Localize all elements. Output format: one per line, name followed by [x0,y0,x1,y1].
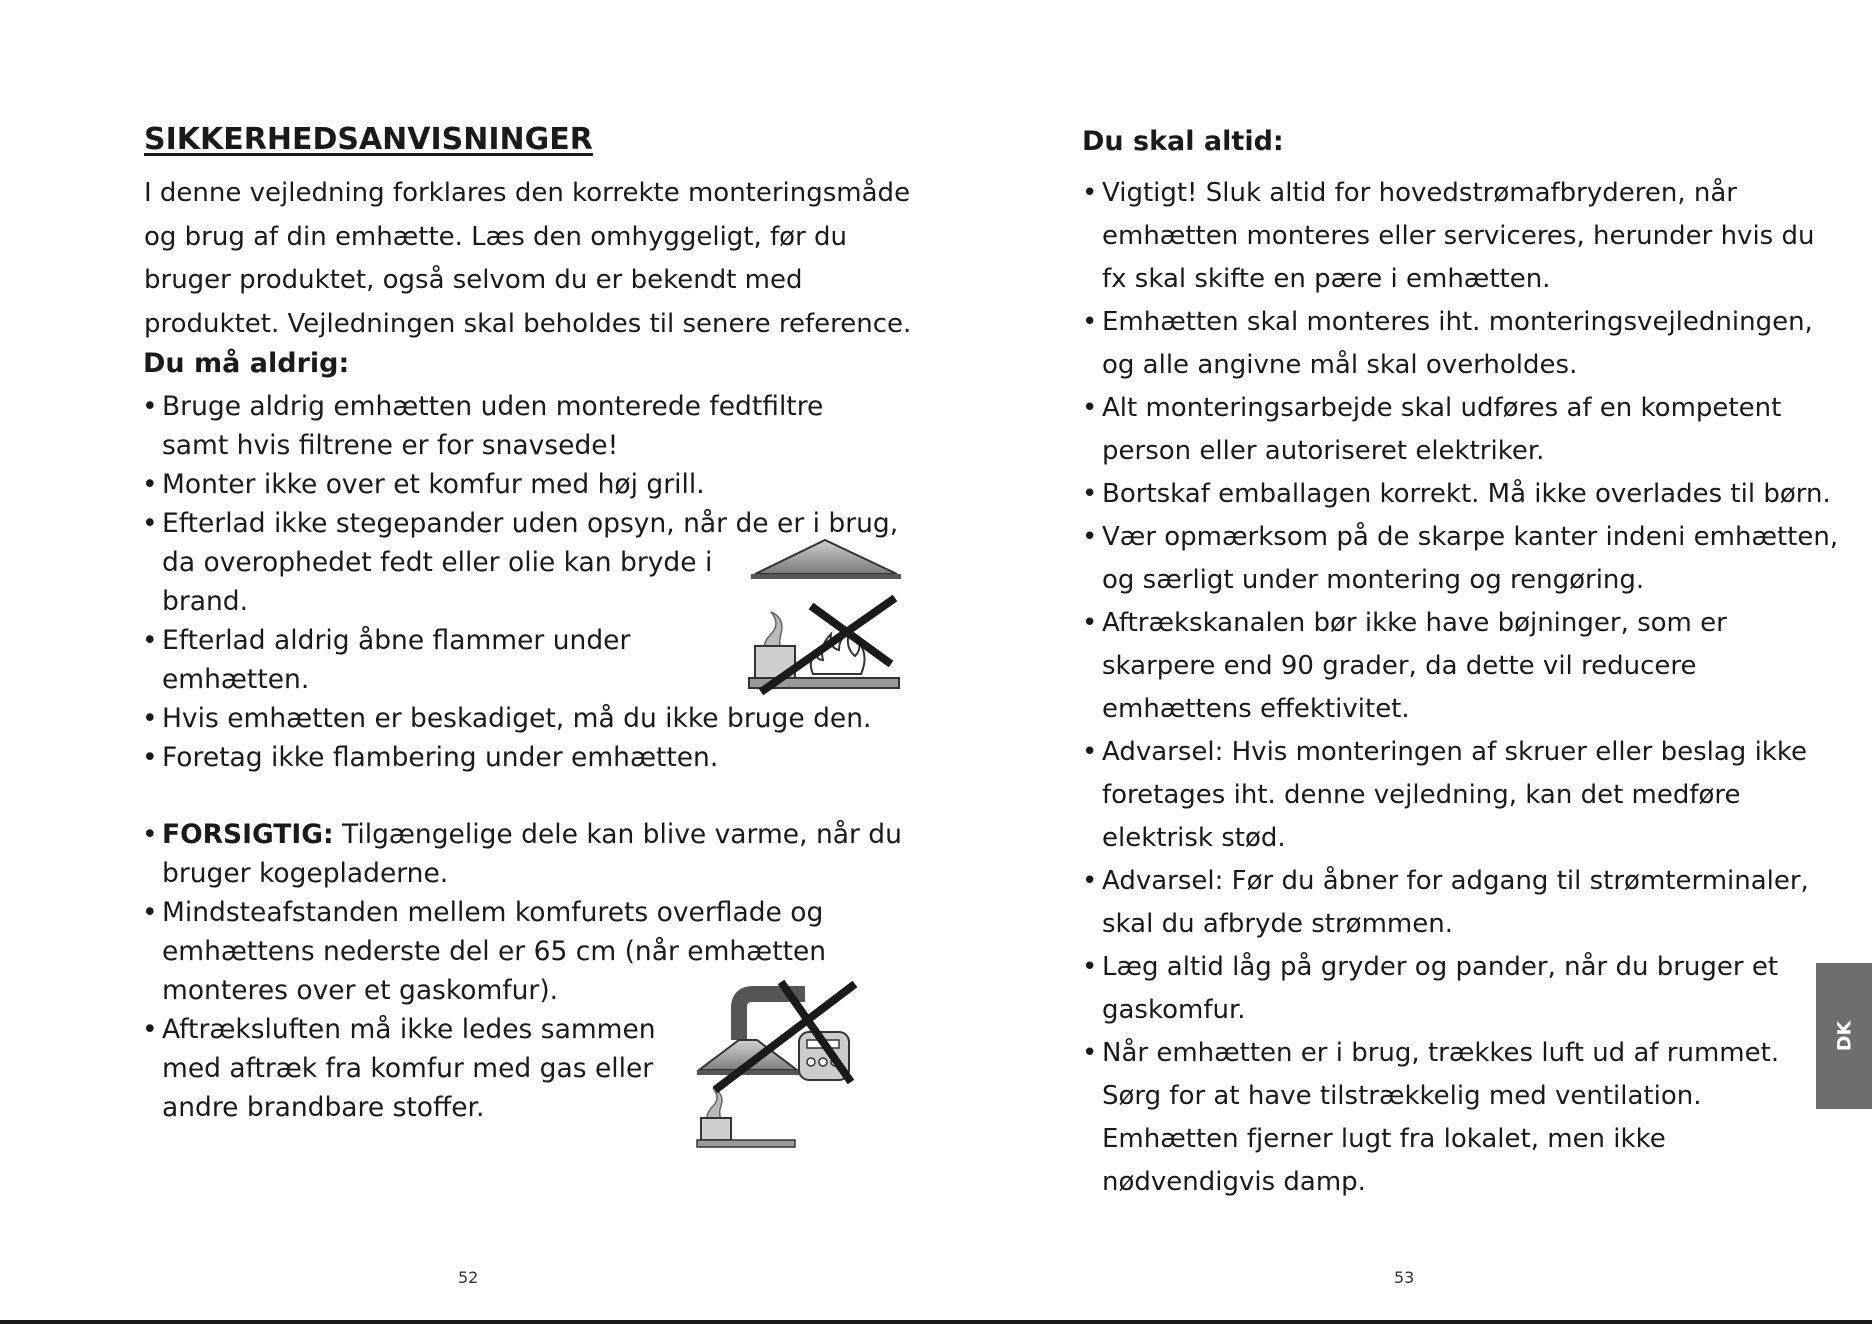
list-item-line: skal du afbryde strømmen. [1102,909,1453,939]
list-item-line: • Bortskaf emballagen korrekt. Må ikke overlades til børn. [1102,479,1831,509]
list-item-line: • Alt monteringsarbejde skal udføres af en kompetent [1102,393,1782,423]
list-item [142,699,898,738]
list-item-line: Emhætten fjerner lugt fra lokalet, men ikke [1102,1124,1666,1154]
always-heading: Du skal altid: [1082,126,1284,157]
list-item-line: Sørg for at have tilstrækkelig med ventilation. [1102,1081,1702,1111]
list-item [1082,731,1852,860]
left-page [0,0,936,1310]
no-open-flame-under-hood-icon [745,536,905,696]
list-item [142,738,898,777]
list-item-line: skarpere end 90 grader, da dette vil reducere [1102,651,1697,681]
list-item-line: • Vær opmærksom på de skarpe kanter indeni emhætten, [1102,522,1839,552]
list-item-line: • Når emhætten er i brug, trækkes luft ud af rummet. [1102,1038,1780,1068]
intro-line: I denne vejledning forklares den korrekte monteringsmåde [144,178,911,208]
list-item [1082,387,1852,473]
list-item-line: person eller autoriseret elektriker. [1102,436,1545,466]
list-item-line: • Hvis emhætten er beskadiget, må du ikke bruge den. [162,703,872,734]
right-page [936,0,1872,1310]
list-item [142,815,902,893]
list-item-line: nødvendigvis damp. [1102,1167,1366,1197]
language-tab-label: DK [1833,1020,1855,1052]
list-item [1082,946,1852,1032]
list-item-line: emhættens nederste del er 65 cm (når emhætten [162,936,827,967]
list-item-line: fx skal skifte en pære i emhætten. [1102,264,1551,294]
list-item [1082,860,1852,946]
list-item-line: • Monter ikke over et komfur med høj grill. [162,469,705,500]
list-item-line: • Emhætten skal monteres iht. monteringsvejledningen, [1102,307,1813,337]
list-item [142,387,898,465]
no-shared-gas-exhaust-icon [695,978,870,1150]
caution-label: FORSIGTIG: [162,819,334,850]
list-item-line: • Efterlad aldrig åbne flammer under [162,625,631,656]
intro-line: bruger produktet, også selvom du er bekendt med [144,265,803,295]
language-tab [1816,963,1872,1109]
list-item [1082,301,1852,387]
list-item [1082,516,1852,602]
list-item [1082,602,1852,731]
list-item-line: • Advarsel: Hvis monteringen af skruer eller beslag ikke [1102,737,1807,767]
page-title: SIKKERHEDSANVISNINGER [144,122,593,157]
list-item-line: • Mindsteafstanden mellem komfurets overflade og [162,897,824,928]
caution-text: Tilgængelige dele kan blive varme, når du [333,819,902,850]
list-item-line: og særligt under montering og rengøring. [1102,565,1645,595]
list-item [1082,172,1852,301]
list-item-line: samt hvis filtrene er for snavsede! [162,430,619,461]
list-item-line: og alle angivne mål skal overholdes. [1102,350,1578,380]
intro-line: og brug af din emhætte. Læs den omhyggeligt, før du [144,221,848,252]
list-item-line: bruger kogepladerne. [162,858,449,889]
list-item-line: monteres over et gaskomfur). [162,975,559,1006]
list-item-line: • Foretag ikke flambering under emhætten. [162,742,719,773]
intro-line: produktet. Vejledningen skal beholdes til senere reference. [144,308,912,339]
list-item-line: emhætten. [162,664,310,695]
list-item [1082,1032,1852,1204]
list-item-line: emhætten monteres eller serviceres, herunder hvis du [1102,221,1815,251]
bottom-divider [0,1320,1872,1324]
never-heading: Du må aldrig: [143,348,350,379]
list-item-line: andre brandbare stoffer. [162,1092,485,1123]
list-item-line [162,815,902,854]
list-item-line: • Aftræksluften må ikke ledes sammen [162,1014,656,1045]
list-item-line: gaskomfur. [1102,995,1246,1025]
list-item-line: • Advarsel: Før du åbner for adgang til strømterminaler, [1102,866,1809,896]
intro-paragraph [144,172,914,346]
list-item-line: da overophedet fedt eller olie kan bryde i [162,547,713,578]
list-item-line: brand. [162,586,248,617]
list-item-line: med aftræk fra komfur med gas eller [162,1053,654,1084]
list-item-line: emhættens effektivitet. [1102,694,1410,724]
list-item-line: • Vigtigt! Sluk altid for hovedstrømafbryderen, når [1102,178,1737,208]
list-item [142,465,898,504]
list-item-line: elektrisk stød. [1102,823,1286,853]
always-list [1082,172,1852,1204]
list-item-line: • Aftrækskanalen bør ikke have bøjninger, som er [1102,608,1727,638]
list-item-line: • Bruge aldrig emhætten uden monterede fedtfiltre [162,391,824,422]
list-item [1082,473,1852,516]
list-item-line: • Læg altid låg på gryder og pander, når du bruger et [1102,952,1779,982]
page-number: 53 [1394,1268,1415,1287]
page-number: 52 [458,1268,479,1287]
list-item-line: • Efterlad ikke stegepander uden opsyn, når de er i brug, [162,508,899,539]
list-item-line: foretages iht. denne vejledning, kan det medføre [1102,780,1741,810]
